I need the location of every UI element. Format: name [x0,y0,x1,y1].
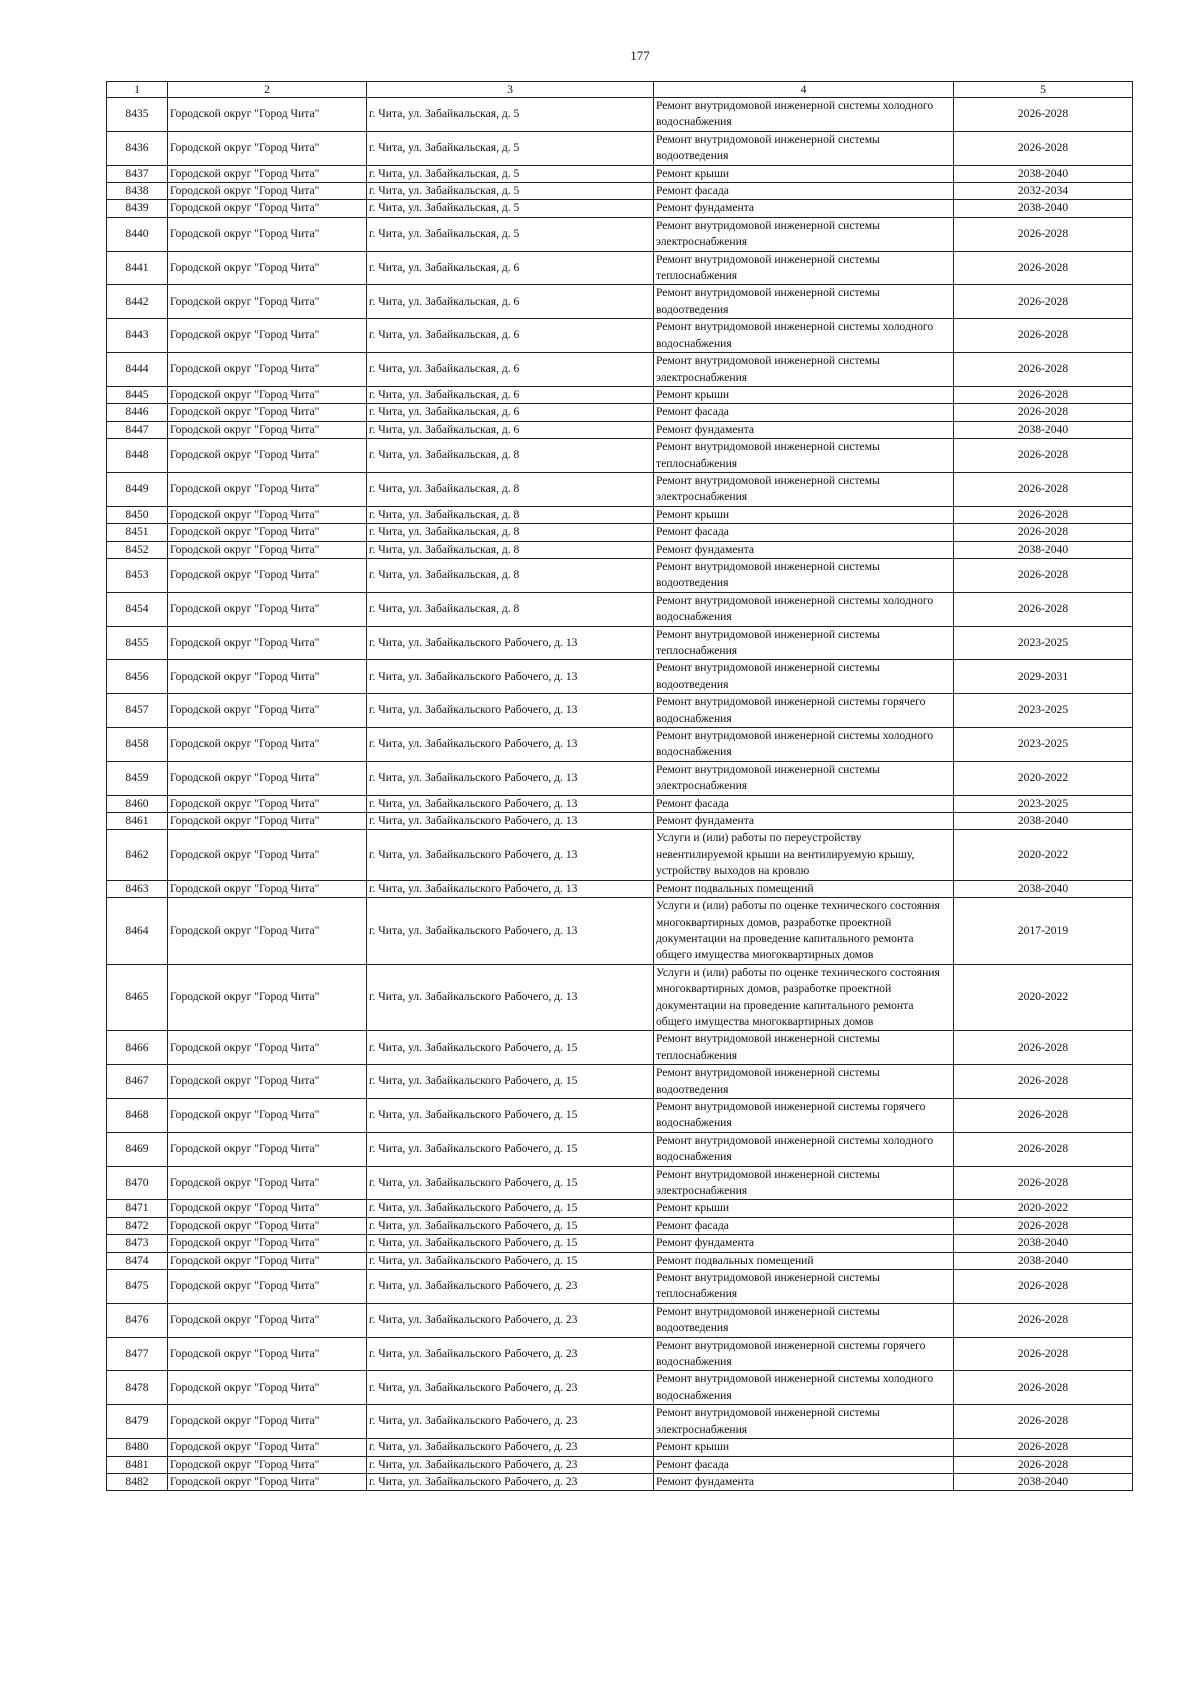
period-cell: 2026-2028 [954,1065,1133,1099]
municipality-cell: Городской округ "Город Чита" [168,1405,367,1439]
work-type-cell: Ремонт внутридомовой инженерной системы горячего водоснабжения [654,694,954,728]
row-number-cell: 8471 [107,1200,168,1217]
municipality-cell: Городской округ "Город Чита" [168,1098,367,1132]
address-cell: г. Чита, ул. Забайкальская, д. 6 [367,319,654,353]
municipality-cell: Городской округ "Город Чита" [168,1337,367,1371]
address-cell: г. Чита, ул. Забайкальская, д. 8 [367,472,654,506]
row-number-cell: 8455 [107,626,168,660]
table-row [107,217,1133,251]
address-cell: г. Чита, ул. Забайкальского Рабочего, д. 13 [367,898,654,965]
address-cell: г. Чита, ул. Забайкальского Рабочего, д. 15 [367,1200,654,1217]
work-type-cell: Ремонт внутридомовой инженерной системы электроснабжения [654,1166,954,1200]
table-row [107,541,1133,558]
row-number-cell: 8464 [107,898,168,965]
table-row [107,183,1133,200]
column-header: 1 [107,82,168,98]
period-cell: 2026-2028 [954,217,1133,251]
municipality-cell: Городской округ "Город Чита" [168,319,367,353]
municipality-cell: Городской округ "Город Чита" [168,404,367,421]
work-type-cell: Ремонт внутридомовой инженерной системы холодного водоснабжения [654,1132,954,1166]
table-row [107,795,1133,812]
period-cell: 2023-2025 [954,795,1133,812]
work-type-cell: Ремонт крыши [654,165,954,182]
row-number-cell: 8462 [107,830,168,880]
municipality-cell: Городской округ "Город Чита" [168,1456,367,1473]
address-cell: г. Чита, ул. Забайкальская, д. 5 [367,183,654,200]
row-number-cell: 8442 [107,285,168,319]
work-type-cell: Ремонт фундамента [654,1235,954,1252]
table-row [107,1132,1133,1166]
work-type-cell: Ремонт внутридомовой инженерной системы холодного водоснабжения [654,728,954,762]
work-type-cell: Ремонт внутридомовой инженерной системы водоотведения [654,558,954,592]
municipality-cell: Городской округ "Город Чита" [168,165,367,182]
column-header: 5 [954,82,1133,98]
work-type-cell: Ремонт подвальных помещений [654,1252,954,1269]
period-cell: 2026-2028 [954,404,1133,421]
work-type-cell: Ремонт внутридомовой инженерной системы водоотведения [654,1303,954,1337]
period-cell: 2020-2022 [954,964,1133,1031]
municipality-cell: Городской округ "Город Чита" [168,813,367,830]
address-cell: г. Чита, ул. Забайкальского Рабочего, д. 13 [367,964,654,1031]
work-type-cell: Ремонт внутридомовой инженерной системы теплоснабжения [654,251,954,285]
municipality-cell: Городской округ "Город Чита" [168,626,367,660]
period-cell: 2026-2028 [954,1132,1133,1166]
work-type-cell: Ремонт внутридомовой инженерной системы теплоснабжения [654,1270,954,1304]
row-number-cell: 8441 [107,251,168,285]
row-number-cell: 8440 [107,217,168,251]
work-type-cell: Ремонт фасада [654,183,954,200]
municipality-cell: Городской округ "Город Чита" [168,506,367,523]
period-cell: 2020-2022 [954,761,1133,795]
municipality-cell: Городской округ "Город Чита" [168,1252,367,1269]
period-cell: 2023-2025 [954,626,1133,660]
row-number-cell: 8473 [107,1235,168,1252]
column-number-row [107,82,1133,98]
period-cell: 2026-2028 [954,1456,1133,1473]
address-cell: г. Чита, ул. Забайкальская, д. 6 [367,386,654,403]
period-cell: 2023-2025 [954,694,1133,728]
municipality-cell: Городской округ "Город Чита" [168,1065,367,1099]
address-cell: г. Чита, ул. Забайкальского Рабочего, д. 13 [367,880,654,897]
period-cell: 2020-2022 [954,830,1133,880]
row-number-cell: 8456 [107,660,168,694]
address-cell: г. Чита, ул. Забайкальского Рабочего, д. 23 [367,1456,654,1473]
municipality-cell: Городской округ "Город Чита" [168,1371,367,1405]
municipality-cell: Городской округ "Город Чита" [168,660,367,694]
table-row [107,524,1133,541]
work-type-cell: Ремонт крыши [654,506,954,523]
period-cell: 2026-2028 [954,1031,1133,1065]
row-number-cell: 8472 [107,1217,168,1234]
row-number-cell: 8476 [107,1303,168,1337]
address-cell: г. Чита, ул. Забайкальская, д. 5 [367,200,654,217]
municipality-cell: Городской округ "Город Чита" [168,524,367,541]
row-number-cell: 8478 [107,1371,168,1405]
period-cell: 2032-2034 [954,183,1133,200]
period-cell: 2026-2028 [954,592,1133,626]
period-cell: 2026-2028 [954,472,1133,506]
address-cell: г. Чита, ул. Забайкальского Рабочего, д. 15 [367,1166,654,1200]
work-type-cell: Ремонт фасада [654,404,954,421]
table-row [107,1337,1133,1371]
work-type-cell: Ремонт внутридомовой инженерной системы водоотведения [654,131,954,165]
table-row [107,1252,1133,1269]
address-cell: г. Чита, ул. Забайкальского Рабочего, д. 15 [367,1217,654,1234]
table-row [107,1065,1133,1099]
row-number-cell: 8453 [107,558,168,592]
period-cell: 2026-2028 [954,386,1133,403]
work-type-cell: Ремонт внутридомовой инженерной системы водоотведения [654,660,954,694]
municipality-cell: Городской округ "Город Чита" [168,964,367,1031]
period-cell: 2026-2028 [954,1303,1133,1337]
row-number-cell: 8460 [107,795,168,812]
period-cell: 2026-2028 [954,131,1133,165]
table-row [107,1217,1133,1234]
period-cell: 2026-2028 [954,353,1133,387]
period-cell: 2026-2028 [954,1166,1133,1200]
municipality-cell: Городской округ "Город Чита" [168,251,367,285]
municipality-cell: Городской округ "Город Чита" [168,1132,367,1166]
table-row [107,880,1133,897]
address-cell: г. Чита, ул. Забайкальская, д. 6 [367,353,654,387]
municipality-cell: Городской округ "Город Чита" [168,1166,367,1200]
work-type-cell: Ремонт фундамента [654,421,954,438]
table-row [107,1200,1133,1217]
address-cell: г. Чита, ул. Забайкальская, д. 8 [367,592,654,626]
municipality-cell: Городской округ "Город Чита" [168,1235,367,1252]
period-cell: 2026-2028 [954,524,1133,541]
municipality-cell: Городской округ "Город Чита" [168,131,367,165]
address-cell: г. Чита, ул. Забайкальского Рабочего, д. 13 [367,626,654,660]
municipality-cell: Городской округ "Город Чита" [168,880,367,897]
table-row [107,1473,1133,1490]
work-type-cell: Ремонт фундамента [654,1473,954,1490]
municipality-cell: Городской округ "Город Чита" [168,353,367,387]
table-row [107,251,1133,285]
address-cell: г. Чита, ул. Забайкальская, д. 8 [367,558,654,592]
work-type-cell: Ремонт внутридомовой инженерной системы теплоснабжения [654,626,954,660]
table-row [107,1405,1133,1439]
table-row [107,1098,1133,1132]
address-cell: г. Чита, ул. Забайкальская, д. 5 [367,98,654,132]
table-row [107,439,1133,473]
work-type-cell: Услуги и (или) работы по оценке технического состояния многоквартирных домов, разработке проектной документации на проведение капитального ремонта общего имущества многоквартирных домов [654,898,954,965]
municipality-cell: Городской округ "Город Чита" [168,217,367,251]
work-type-cell: Ремонт внутридомовой инженерной системы электроснабжения [654,761,954,795]
row-number-cell: 8452 [107,541,168,558]
address-cell: г. Чита, ул. Забайкальского Рабочего, д. 13 [367,660,654,694]
address-cell: г. Чита, ул. Забайкальского Рабочего, д. 23 [367,1303,654,1337]
address-cell: г. Чита, ул. Забайкальская, д. 6 [367,251,654,285]
municipality-cell: Городской округ "Город Чита" [168,761,367,795]
table-row [107,285,1133,319]
work-type-cell: Ремонт внутридомовой инженерной системы водоотведения [654,1065,954,1099]
municipality-cell: Городской округ "Город Чита" [168,421,367,438]
work-type-cell: Ремонт внутридомовой инженерной системы электроснабжения [654,472,954,506]
address-cell: г. Чита, ул. Забайкальская, д. 5 [367,131,654,165]
row-number-cell: 8468 [107,1098,168,1132]
municipality-cell: Городской округ "Город Чита" [168,830,367,880]
table-row [107,404,1133,421]
period-cell: 2026-2028 [954,1371,1133,1405]
municipality-cell: Городской округ "Город Чита" [168,1031,367,1065]
work-type-cell: Ремонт внутридомовой инженерной системы электроснабжения [654,217,954,251]
period-cell: 2029-2031 [954,660,1133,694]
municipality-cell: Городской округ "Город Чита" [168,1270,367,1304]
work-type-cell: Ремонт фасада [654,795,954,812]
municipality-cell: Городской округ "Город Чита" [168,1439,367,1456]
table-row [107,1456,1133,1473]
work-type-cell: Ремонт внутридомовой инженерной системы холодного водоснабжения [654,1371,954,1405]
column-header: 4 [654,82,954,98]
row-number-cell: 8446 [107,404,168,421]
address-cell: г. Чита, ул. Забайкальского Рабочего, д. 23 [367,1337,654,1371]
row-number-cell: 8480 [107,1439,168,1456]
table-row [107,1235,1133,1252]
page-number: 177 [630,48,650,63]
address-cell: г. Чита, ул. Забайкальского Рабочего, д. 13 [367,813,654,830]
period-cell: 2038-2040 [954,813,1133,830]
period-cell: 2026-2028 [954,1337,1133,1371]
row-number-cell: 8461 [107,813,168,830]
period-cell: 2026-2028 [954,319,1133,353]
row-number-cell: 8481 [107,1456,168,1473]
municipality-cell: Городской округ "Город Чита" [168,694,367,728]
row-number-cell: 8459 [107,761,168,795]
period-cell: 2026-2028 [954,439,1133,473]
table-row [107,1303,1133,1337]
row-number-cell: 8467 [107,1065,168,1099]
address-cell: г. Чита, ул. Забайкальская, д. 8 [367,506,654,523]
address-cell: г. Чита, ул. Забайкальская, д. 5 [367,165,654,182]
period-cell: 2023-2025 [954,728,1133,762]
table-row [107,1166,1133,1200]
table-row [107,200,1133,217]
work-type-cell: Ремонт подвальных помещений [654,880,954,897]
row-number-cell: 8465 [107,964,168,1031]
period-cell: 2026-2028 [954,1098,1133,1132]
work-type-cell: Ремонт крыши [654,386,954,403]
address-cell: г. Чита, ул. Забайкальского Рабочего, д. 15 [367,1031,654,1065]
address-cell: г. Чита, ул. Забайкальского Рабочего, д. 15 [367,1065,654,1099]
row-number-cell: 8458 [107,728,168,762]
row-number-cell: 8469 [107,1132,168,1166]
table-row [107,1371,1133,1405]
row-number-cell: 8443 [107,319,168,353]
table-row [107,694,1133,728]
table-row [107,626,1133,660]
address-cell: г. Чита, ул. Забайкальская, д. 6 [367,404,654,421]
period-cell: 2038-2040 [954,1252,1133,1269]
address-cell: г. Чита, ул. Забайкальского Рабочего, д. 23 [367,1371,654,1405]
table-row [107,472,1133,506]
period-cell: 2038-2040 [954,200,1133,217]
address-cell: г. Чита, ул. Забайкальского Рабочего, д. 13 [367,761,654,795]
row-number-cell: 8470 [107,1166,168,1200]
work-type-cell: Ремонт внутридомовой инженерной системы электроснабжения [654,353,954,387]
address-cell: г. Чита, ул. Забайкальского Рабочего, д. 13 [367,830,654,880]
row-number-cell: 8479 [107,1405,168,1439]
address-cell: г. Чита, ул. Забайкальского Рабочего, д. 23 [367,1270,654,1304]
address-cell: г. Чита, ул. Забайкальского Рабочего, д. 23 [367,1405,654,1439]
table-row [107,964,1133,1031]
address-cell: г. Чита, ул. Забайкальского Рабочего, д. 13 [367,795,654,812]
row-number-cell: 8466 [107,1031,168,1065]
row-number-cell: 8435 [107,98,168,132]
column-header: 3 [367,82,654,98]
row-number-cell: 8448 [107,439,168,473]
row-number-cell: 8449 [107,472,168,506]
table-row [107,728,1133,762]
address-cell: г. Чита, ул. Забайкальского Рабочего, д. 15 [367,1235,654,1252]
work-type-cell: Ремонт внутридомовой инженерной системы горячего водоснабжения [654,1098,954,1132]
row-number-cell: 8436 [107,131,168,165]
table-row [107,131,1133,165]
municipality-cell: Городской округ "Город Чита" [168,439,367,473]
municipality-cell: Городской округ "Город Чита" [168,541,367,558]
municipality-cell: Городской округ "Город Чита" [168,472,367,506]
period-cell: 2038-2040 [954,880,1133,897]
work-type-cell: Ремонт фасада [654,1456,954,1473]
table-row [107,1439,1133,1456]
period-cell: 2026-2028 [954,285,1133,319]
address-cell: г. Чита, ул. Забайкальского Рабочего, д. 15 [367,1132,654,1166]
period-cell: 2026-2028 [954,506,1133,523]
work-type-cell: Ремонт внутридомовой инженерной системы холодного водоснабжения [654,592,954,626]
row-number-cell: 8444 [107,353,168,387]
row-number-cell: 8474 [107,1252,168,1269]
work-type-cell: Ремонт фундамента [654,200,954,217]
table-row [107,98,1133,132]
table-row [107,813,1133,830]
table-row [107,506,1133,523]
work-type-cell: Ремонт крыши [654,1439,954,1456]
work-type-cell: Ремонт внутридомовой инженерной системы водоотведения [654,285,954,319]
table-row [107,421,1133,438]
table-row [107,660,1133,694]
table-row [107,165,1133,182]
work-type-cell: Ремонт внутридомовой инженерной системы теплоснабжения [654,1031,954,1065]
row-number-cell: 8457 [107,694,168,728]
table-row [107,898,1133,965]
row-number-cell: 8463 [107,880,168,897]
period-cell: 2020-2022 [954,1200,1133,1217]
table-row [107,1270,1133,1304]
table-row [107,319,1133,353]
municipality-cell: Городской округ "Город Чита" [168,795,367,812]
work-type-cell: Услуги и (или) работы по переустройству невентилируемой крыши на вентилируемую крышу, устройству выходов на кровлю [654,830,954,880]
municipality-cell: Городской округ "Город Чита" [168,728,367,762]
period-cell: 2026-2028 [954,251,1133,285]
address-cell: г. Чита, ул. Забайкальская, д. 8 [367,439,654,473]
address-cell: г. Чита, ул. Забайкальская, д. 5 [367,217,654,251]
period-cell: 2026-2028 [954,98,1133,132]
address-cell: г. Чита, ул. Забайкальского Рабочего, д. 23 [367,1473,654,1490]
work-type-cell: Ремонт фундамента [654,813,954,830]
period-cell: 2038-2040 [954,165,1133,182]
address-cell: г. Чита, ул. Забайкальская, д. 6 [367,421,654,438]
work-type-cell: Ремонт внутридомовой инженерной системы холодного водоснабжения [654,98,954,132]
period-cell: 2038-2040 [954,541,1133,558]
period-cell: 2026-2028 [954,1270,1133,1304]
address-cell: г. Чита, ул. Забайкальская, д. 8 [367,524,654,541]
work-type-cell: Ремонт внутридомовой инженерной системы электроснабжения [654,1405,954,1439]
work-type-cell: Услуги и (или) работы по оценке технического состояния многоквартирных домов, разработке проектной документации на проведение капитального ремонта общего имущества многоквартирных домов [654,964,954,1031]
municipality-cell: Городской округ "Город Чита" [168,98,367,132]
work-type-cell: Ремонт крыши [654,1200,954,1217]
address-cell: г. Чита, ул. Забайкальского Рабочего, д. 23 [367,1439,654,1456]
table-row [107,761,1133,795]
municipality-cell: Городской округ "Город Чита" [168,200,367,217]
row-number-cell: 8438 [107,183,168,200]
table-row [107,1031,1133,1065]
row-number-cell: 8445 [107,386,168,403]
address-cell: г. Чита, ул. Забайкальского Рабочего, д. 13 [367,728,654,762]
period-cell: 2038-2040 [954,1473,1133,1490]
municipality-cell: Городской округ "Город Чита" [168,592,367,626]
municipality-cell: Городской округ "Город Чита" [168,898,367,965]
row-number-cell: 8477 [107,1337,168,1371]
municipality-cell: Городской округ "Город Чита" [168,1303,367,1337]
row-number-cell: 8439 [107,200,168,217]
address-cell: г. Чита, ул. Забайкальского Рабочего, д. 13 [367,694,654,728]
work-type-cell: Ремонт фундамента [654,541,954,558]
table-row [107,353,1133,387]
row-number-cell: 8450 [107,506,168,523]
period-cell: 2017-2019 [954,898,1133,965]
address-cell: г. Чита, ул. Забайкальская, д. 8 [367,541,654,558]
municipality-cell: Городской округ "Город Чита" [168,386,367,403]
row-number-cell: 8447 [107,421,168,438]
period-cell: 2026-2028 [954,1439,1133,1456]
row-number-cell: 8454 [107,592,168,626]
period-cell: 2038-2040 [954,1235,1133,1252]
column-header: 2 [168,82,367,98]
repair-schedule-table [106,81,1133,1491]
municipality-cell: Городской округ "Город Чита" [168,285,367,319]
address-cell: г. Чита, ул. Забайкальского Рабочего, д. 15 [367,1252,654,1269]
table-row [107,592,1133,626]
table-row [107,386,1133,403]
address-cell: г. Чита, ул. Забайкальская, д. 6 [367,285,654,319]
period-cell: 2026-2028 [954,1405,1133,1439]
address-cell: г. Чита, ул. Забайкальского Рабочего, д. 15 [367,1098,654,1132]
work-type-cell: Ремонт внутридомовой инженерной системы теплоснабжения [654,439,954,473]
period-cell: 2026-2028 [954,558,1133,592]
municipality-cell: Городской округ "Город Чита" [168,1217,367,1234]
municipality-cell: Городской округ "Город Чита" [168,1473,367,1490]
municipality-cell: Городской округ "Город Чита" [168,558,367,592]
work-type-cell: Ремонт фасада [654,524,954,541]
municipality-cell: Городской округ "Город Чита" [168,183,367,200]
work-type-cell: Ремонт внутридомовой инженерной системы горячего водоснабжения [654,1337,954,1371]
work-type-cell: Ремонт фасада [654,1217,954,1234]
row-number-cell: 8437 [107,165,168,182]
work-type-cell: Ремонт внутридомовой инженерной системы холодного водоснабжения [654,319,954,353]
table-row [107,558,1133,592]
period-cell: 2038-2040 [954,421,1133,438]
row-number-cell: 8451 [107,524,168,541]
row-number-cell: 8475 [107,1270,168,1304]
municipality-cell: Городской округ "Город Чита" [168,1200,367,1217]
table-row [107,830,1133,880]
row-number-cell: 8482 [107,1473,168,1490]
period-cell: 2026-2028 [954,1217,1133,1234]
